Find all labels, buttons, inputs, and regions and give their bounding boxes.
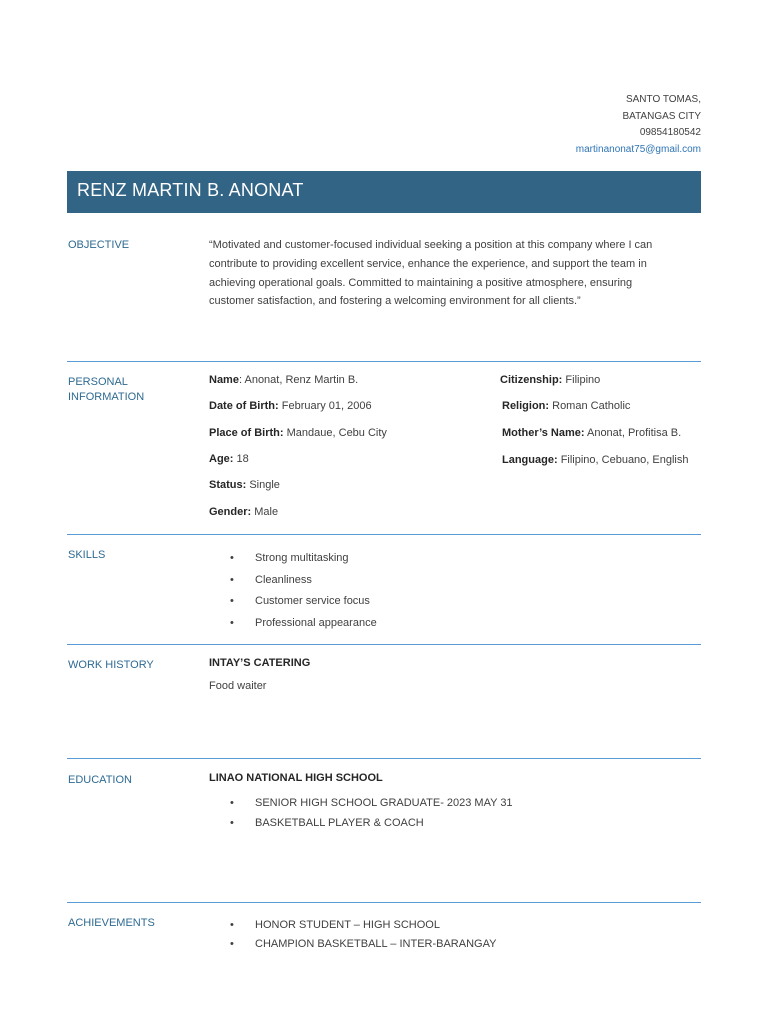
skill-item: • Cleanliness <box>230 570 377 592</box>
skill-item: • Customer service focus <box>230 591 377 613</box>
skills-list <box>230 548 377 634</box>
field-key: Place of Birth: <box>209 427 284 439</box>
achievement-item: • CHAMPION BASKETBALL – INTER-BARANGAY <box>230 935 496 954</box>
section-divider <box>67 534 701 535</box>
field-key: Date of Birth: <box>209 400 279 412</box>
personal-field-mother-name <box>502 427 681 439</box>
field-value: Filipino <box>565 374 601 386</box>
field-value: Single <box>249 479 280 491</box>
field-key: Status: <box>209 479 247 491</box>
field-key: Mother’s Name: <box>502 427 585 439</box>
section-divider <box>67 902 701 903</box>
field-value: February 01, 2006 <box>281 400 372 412</box>
address-line-1: SANTO TOMAS, <box>625 94 701 105</box>
education-item: • SENIOR HIGH SCHOOL GRADUATE- 2023 MAY 31 <box>230 794 513 814</box>
field-key: Age: <box>209 453 234 465</box>
field-value: Anonat, Renz Martin B. <box>244 374 359 386</box>
field-value: Roman Catholic <box>552 400 631 412</box>
field-value: Filipino, Cebuano, English <box>560 454 689 466</box>
objective-label: OBJECTIVE <box>68 239 130 251</box>
personal-field-religion <box>502 400 630 412</box>
field-value: 18 <box>236 453 249 465</box>
personal-field-language <box>502 454 689 466</box>
field-value: Anonat, Profitisa B. <box>586 427 682 439</box>
skill-item: • Strong multitasking <box>230 548 377 570</box>
field-key: Gender: <box>209 506 252 518</box>
skills-label: SKILLS <box>68 549 106 561</box>
education-list <box>230 794 513 833</box>
job-role: Food waiter <box>209 680 267 692</box>
email-address[interactable]: martinanonat75@gmail.com <box>575 143 701 155</box>
applicant-name: RENZ MARTIN B. ANONAT <box>77 180 304 200</box>
achievements-list <box>230 916 496 954</box>
field-key: Citizenship: <box>500 374 563 386</box>
education-item: • BASKETBALL PLAYER & COACH <box>230 814 513 834</box>
objective-line: customer satisfaction, and fostering a welcoming environment for all clients.” <box>209 295 581 308</box>
personal-field-status <box>209 479 280 491</box>
field-value: Mandaue, Cebu City <box>286 427 387 439</box>
personal-field-dob <box>209 400 372 412</box>
section-divider <box>67 758 701 759</box>
achievements-label: ACHIEVEMENTS <box>68 917 155 929</box>
school-name: LINAO NATIONAL HIGH SCHOOL <box>209 772 383 784</box>
field-key: Religion: <box>502 400 550 412</box>
education-label: EDUCATION <box>68 774 132 786</box>
personal-field-birthplace <box>209 427 387 439</box>
field-value: Male <box>254 506 279 518</box>
achievement-item: • HONOR STUDENT – HIGH SCHOOL <box>230 916 496 935</box>
phone-number: 09854180542 <box>639 127 701 138</box>
section-divider <box>67 644 701 645</box>
personal-field-age <box>209 453 249 465</box>
personal-info-label-line: PERSONAL <box>68 376 128 388</box>
personal-field-citizenship <box>500 374 600 386</box>
personal-field-gender <box>209 506 278 518</box>
personal-field-name <box>209 374 358 386</box>
personal-info-label <box>68 375 144 404</box>
contact-block <box>576 92 701 158</box>
personal-info-label-line: INFORMATION <box>68 390 145 403</box>
section-divider <box>67 361 701 362</box>
objective-line: achieving operational goals. Committed to maintaining a positive atmosphere, ensuring <box>209 276 633 289</box>
field-separator: : <box>238 374 245 386</box>
employer-name: INTAY’S CATERING <box>209 657 311 669</box>
objective-line: contribute to providing excellent service, enhance the experience, and support the team in <box>209 257 647 270</box>
work-history-label: WORK HISTORY <box>68 659 154 671</box>
field-key: Name <box>209 374 239 386</box>
skill-item: • Professional appearance <box>230 613 377 635</box>
field-key: Language: <box>502 454 558 466</box>
objective-line: “Motivated and customer-focused individual seeking a position at this company where I can <box>209 239 653 251</box>
name-header-bar <box>67 171 701 213</box>
objective-text <box>209 236 701 311</box>
address-line-2: BATANGAS CITY <box>622 110 701 122</box>
